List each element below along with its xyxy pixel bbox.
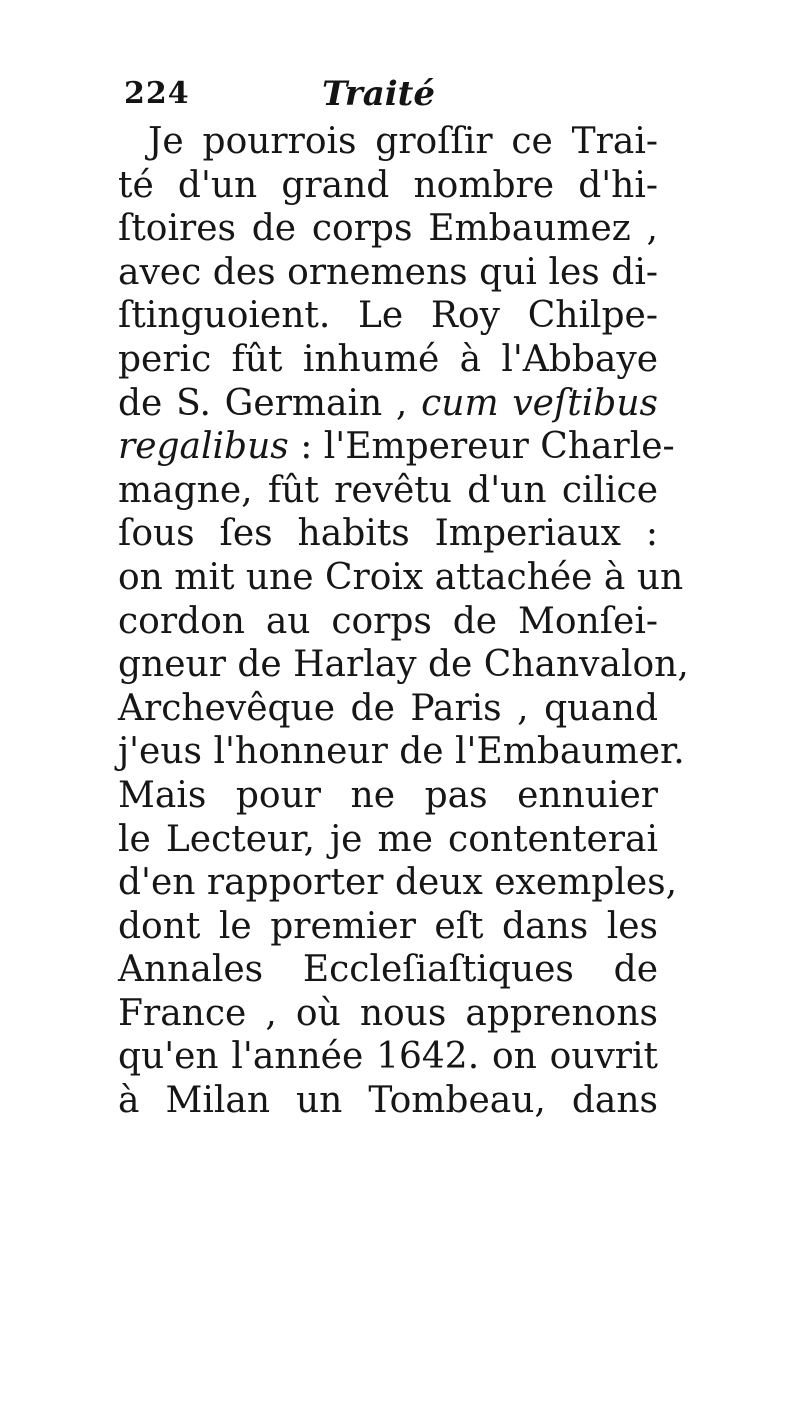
text-segment: de S. Germain , <box>118 382 422 424</box>
text-line: à Milan un Tombeau, dans <box>118 1080 658 1122</box>
text-line: d'en rapporter deux exemples, <box>118 862 678 904</box>
running-head <box>118 72 678 120</box>
text-line: peric fût inhumé à l'Abbaye <box>118 338 658 380</box>
text-line: on mit une Croix attachée à un <box>118 556 684 598</box>
page-number: 224 <box>124 76 190 111</box>
text-line: Mais pour ne pas ennuier <box>118 774 658 816</box>
text-line: ſtinguoient. Le Roy Chilpe- <box>118 295 658 337</box>
text-line: ſtoires de corps Embaumez , <box>118 208 658 250</box>
text-line: Annales Eccleſiaſtiques de <box>118 949 658 991</box>
text-line: gneur de Harlay de Chanvalon, <box>118 644 689 686</box>
text-line: Archevêque de Paris , quand <box>118 687 658 729</box>
text-line: dont le premier eſt dans les <box>118 905 658 947</box>
text-line: magne, fût revêtu d'un cilice <box>118 469 658 511</box>
latin-phrase: cum veſtibus <box>421 382 658 424</box>
text-segment: : l'Empereur Charle- <box>288 426 675 468</box>
text-line-mixed <box>118 382 658 426</box>
text-line: avec des ornemens qui les di- <box>118 251 658 293</box>
text-line-mixed <box>118 425 675 469</box>
text-line: cordon au corps de Monſei- <box>118 600 658 642</box>
body-text <box>118 120 689 1123</box>
text-line: j'eus l'honneur de l'Embaumer. <box>118 731 685 773</box>
text-line: Je pourrois groſſir ce Trai- <box>148 121 658 162</box>
text-line: ſous ſes habits Imperiaux : <box>118 513 658 555</box>
text-line: le Lecteur, je me contenterai <box>118 818 658 860</box>
text-line: té d'un grand nombre d'hi- <box>118 164 658 206</box>
text-line: France , où nous apprenons <box>118 992 658 1034</box>
running-title: Traité <box>322 74 436 114</box>
latin-phrase: regalibus <box>118 426 289 468</box>
text-line: qu'en l'année 1642. on ouvrit <box>118 1036 658 1078</box>
